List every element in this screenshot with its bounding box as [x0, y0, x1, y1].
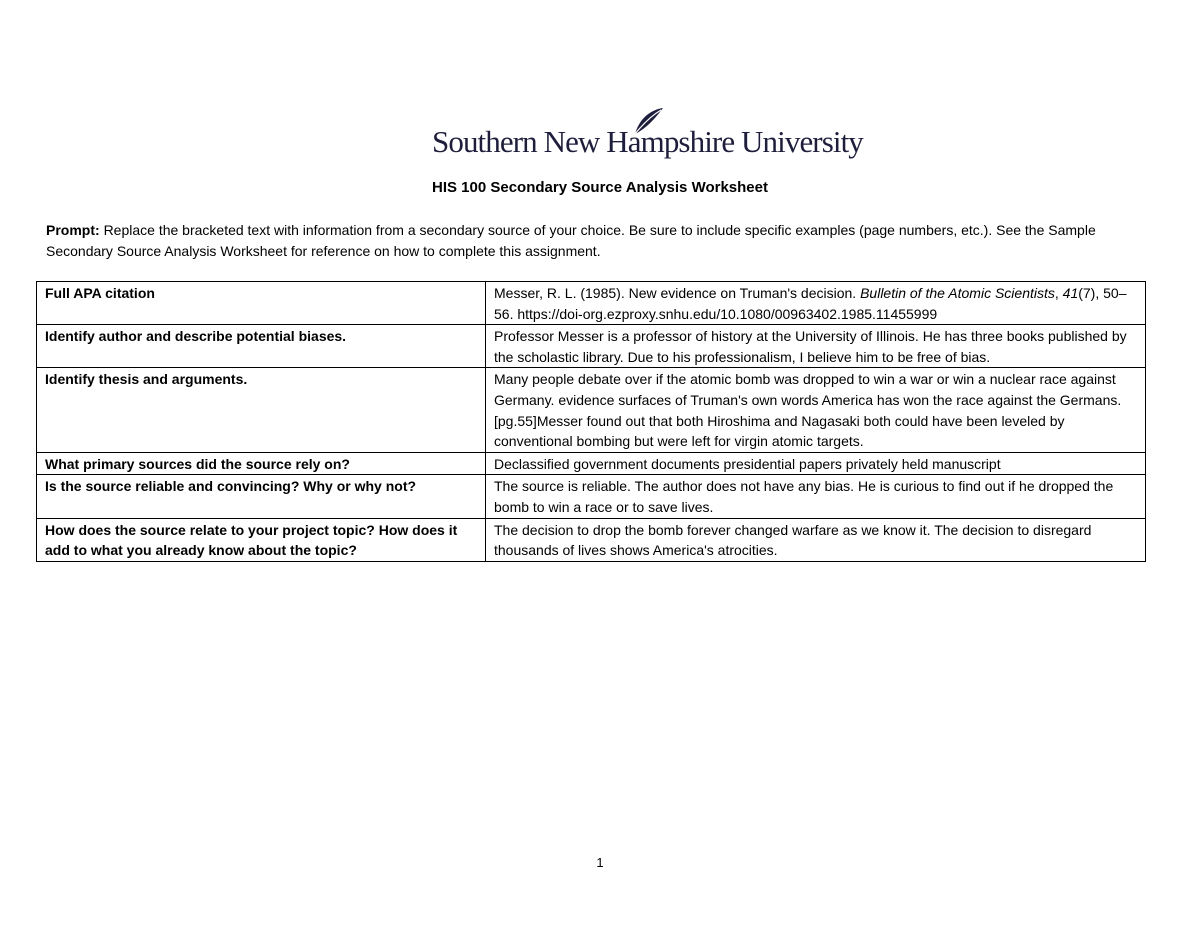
- table-row: [37, 325, 1146, 368]
- answer-cell: Professor Messer is a professor of history at the University of Illinois. He has three books published by the scholastic library. Due to his professionalism, I believe him to be free of bias.: [486, 325, 1146, 368]
- answer-cell: The source is reliable. The author does not have any bias. He is curious to find out if he dropped the bomb to win a race or to save lives.: [486, 475, 1146, 518]
- answer-cell: The decision to drop the bomb forever changed warfare as we know it. The decision to disregard thousands of lives shows America's atrocities.: [486, 518, 1146, 561]
- page-number: 1: [596, 855, 604, 870]
- analysis-table: [36, 281, 1146, 562]
- worksheet-title: HIS 100 Secondary Source Analysis Worksheet: [432, 179, 768, 196]
- prompt-label: Prompt:: [46, 222, 100, 238]
- citation-authors-title: Messer, R. L. (1985). New evidence on Truman's decision.: [494, 285, 861, 301]
- answer-cell: Many people debate over if the atomic bomb was dropped to win a war or win a nuclear race against Germany. evidence surfaces of Truman's own words America has won the race against the Germans. [pg.55]Messer found out that both Hiroshima and Nagasaki both could have been leveled by conventional bombing but were left for virgin atomic targets.: [486, 368, 1146, 452]
- citation-journal: Bulletin of the Atomic Scientists: [860, 285, 1055, 301]
- university-logo: [432, 106, 863, 162]
- answer-cell: [486, 282, 1146, 325]
- table-row: [37, 518, 1146, 561]
- question-cell: Is the source reliable and convincing? Why or why not?: [37, 475, 486, 518]
- table-row: [37, 475, 1146, 518]
- citation-issue-pages-doi: (7), 50–56. https://doi-org.ezproxy.snhu.edu/10.1080/00963402.1985.11455999: [494, 285, 1127, 322]
- citation-volume: 41: [1062, 285, 1079, 301]
- table-row: [37, 452, 1146, 475]
- citation-separator: ,: [1054, 285, 1063, 301]
- question-cell: What primary sources did the source rely on?: [37, 452, 486, 475]
- question-cell: Identify thesis and arguments.: [37, 368, 486, 452]
- question-cell: How does the source relate to your project topic? How does it add to what you already know about the topic?: [37, 518, 486, 561]
- question-cell: Full APA citation: [37, 282, 486, 325]
- prompt-text: Replace the bracketed text with information from a secondary source of your choice. Be sure to include specific examples (page numbers, etc.). See the Sample Secondary Source Analysis Worksheet for reference on how to complete this assignment.: [46, 222, 1096, 259]
- prompt-paragraph: [46, 220, 1146, 262]
- table-row: [37, 368, 1146, 452]
- logo-text: Southern New Hampshire University: [432, 124, 863, 159]
- answer-cell: Declassified government documents presidential papers privately held manuscript: [486, 452, 1146, 475]
- question-cell: Identify author and describe potential biases.: [37, 325, 486, 368]
- table-row: [37, 282, 1146, 325]
- quill-leaf-icon: [633, 106, 665, 136]
